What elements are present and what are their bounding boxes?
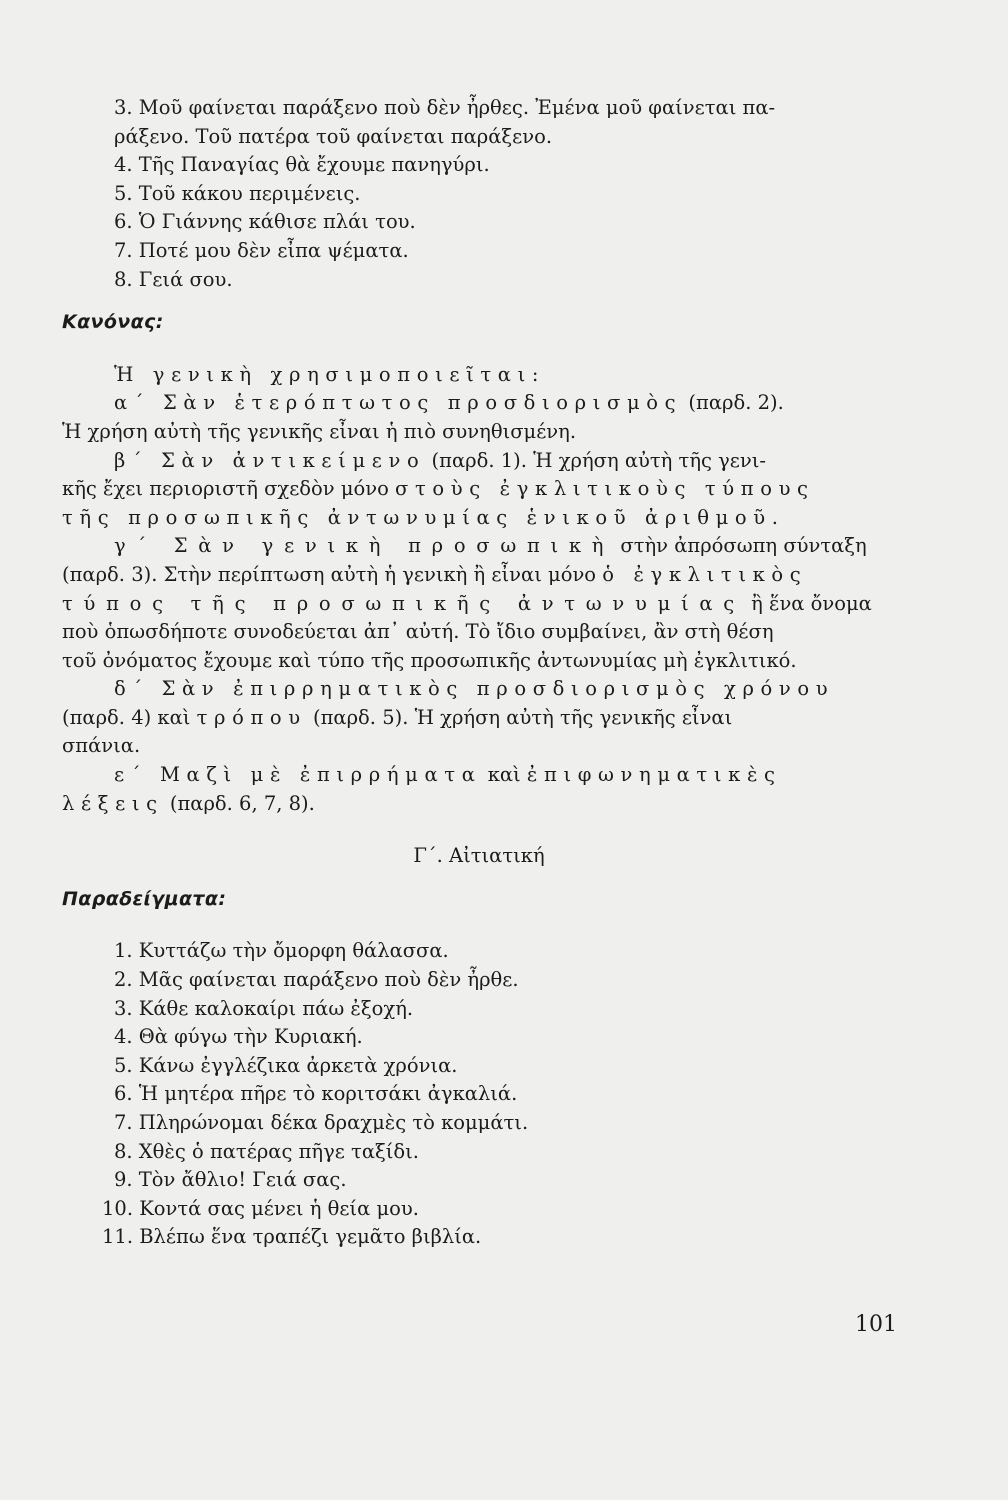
page-number: 101 [855, 1312, 897, 1337]
rule-a-term: α΄ Σὰν ἑτερόπτωτος προσδιορισμὸς [114, 391, 683, 415]
rule-b-line-2: κῆς ἔχει περιοριστῆ σχεδὸν μόνο στοὺς ἐγκλιτικοὺς τύπους [62, 477, 815, 501]
rule-c-line-4: ποὺ ὁπωσδήποτε συνοδεύεται ἀπ᾿ αὐτή. Τὸ ἴδιο συμβαίνει, ἂν στὴ θέση [62, 620, 774, 644]
list-item: 10. Κοντά σας μένει ἡ θεία μου. [102, 1196, 419, 1220]
rule-d-line-3: σπάνια. [62, 734, 141, 758]
rule-b-line-1 [62, 447, 896, 476]
rule-d-line-2: (παρδ. 4) καὶ τρόπου (παρδ. 5). Ἡ χρήση αὐτὴ τῆς γενικῆς εἶναι [62, 705, 733, 729]
list-item: 9. Τὸν ἄθλιο! Γειά σας. [114, 1168, 347, 1192]
rule-e-term: ε΄ Μαζὶ μὲ ἐπιρρήματα [114, 763, 482, 787]
rule-d-line-1: δ΄ Σὰν ἐπιρρηματικὸς προσδιορισμὸς χρόνου [114, 677, 835, 701]
examples-list-accusative [62, 937, 896, 1252]
list-item: 5. Τοῦ κάκου περιμένεις. [114, 181, 361, 205]
list-item: 7. Ποτέ μου δὲν εἶπα ψέματα. [114, 238, 409, 262]
list-item: 3. Κάθε καλοκαίρι πάω ἐξοχή. [114, 996, 414, 1020]
list-item: 6. Ἡ μητέρα πῆρε τὸ κοριτσάκι ἀγκαλιά. [114, 1082, 518, 1106]
rule-b-ref: (παρδ. 1). Ἡ χρήση αὐτὴ τῆς γενι- [425, 448, 766, 472]
rule-b-line-3: τῆς προσωπικῆς ἀντωνυμίας ἑνικοῦ ἀριθμοῦ. [62, 505, 785, 529]
rule-c-emphasis: ὁ ἐγκλιτικὸς [602, 562, 808, 586]
list-item: 8. Γειά σου. [114, 267, 233, 291]
rule-c-emphasis-2: τύπος τῆς προσωπικῆς ἀντωνυμίας [62, 591, 745, 615]
rule-a-line-2: Ἡ χρήση αὐτὴ τῆς γενικῆς εἶναι ἡ πιὸ συνηθισμένη. [62, 419, 577, 443]
rule-a-line-1 [62, 389, 896, 418]
rule-c-line-3: τύπος τῆς προσωπικῆς ἀντωνυμίας ἢ ἕνα ὄνομα [62, 591, 872, 615]
list-item: 11. Βλέπω ἕνα τραπέζι γεμᾶτο βιβλία. [102, 1225, 482, 1249]
section-title: Γ΄. Αἰτιατική [413, 844, 545, 868]
rule-b-emphasis: στοὺς ἐγκλιτικοὺς τύπους [395, 477, 815, 501]
rule-b-term: β΄ Σὰν ἀντικείμενο [114, 448, 426, 472]
list-item: 3. Μοῦ φαίνεται παράξενο ποὺ δὲν ἦρθες. Ἐμένα μοῦ φαίνεται πα- [114, 96, 776, 119]
rule-e-term-2: ἐπιφωνηματικὲς [526, 763, 782, 787]
list-item: ράξενο. Τοῦ πατέρα τοῦ φαίνεται παράξενο. [114, 124, 553, 148]
rule-c-line-2: (παρδ. 3). Στὴν περίπτωση αὐτὴ ἡ γενικὴ ἢ εἶναι μόνο ὁ ἐγκλιτικὸς [62, 562, 808, 586]
list-item: 6. Ὁ Γιάννης κάθισε πλάι του. [114, 210, 416, 234]
list-item: 8. Χθὲς ὁ πατέρας πῆγε ταξίδι. [114, 1139, 419, 1163]
rules-heading: Κανόνας: [62, 311, 164, 334]
rule-a-ref: (παρδ. 2). [682, 391, 784, 415]
list-item: 5. Κάνω ἐγγλέζικα ἀρκετὰ χρόνια. [114, 1053, 458, 1077]
page-body [62, 94, 896, 1252]
rule-e-line-2: λέξεις (παρδ. 6, 7, 8). [62, 791, 315, 815]
list-item: 2. Μᾶς φαίνεται παράξενο ποὺ δὲν ἦρθε. [114, 968, 519, 992]
list-item: 4. Θὰ φύγω τὴν Κυριακή. [114, 1025, 363, 1049]
list-item: 4. Τῆς Παναγίας θὰ ἔχουμε πανηγύρι. [114, 153, 490, 177]
rule-c-term: γ΄ Σὰν γενικὴ προσωπικὴ [114, 534, 615, 558]
rule-c-line-5: τοῦ ὀνόματος ἔχουμε καὶ τύπο τῆς προσωπικῆς ἀντωνυμίας μὴ ἐγκλιτικό. [62, 648, 797, 672]
list-item: 1. Κυττάζω τὴν ὄμορφη θάλασσα. [114, 939, 449, 963]
rules-intro: Ἡ γενικὴ χρησιμοποιεῖται: [114, 362, 546, 386]
examples-heading: Παραδείγματα: [62, 887, 227, 910]
rule-d-emphasis: τρόπου [196, 705, 307, 729]
list-item: 7. Πληρώνομαι δέκα δραχμὲς τὸ κομμάτι. [114, 1111, 529, 1134]
examples-list-genitive [62, 94, 896, 294]
rule-e-line-1: ε΄ Μαζὶ μὲ ἐπιρρήματα καὶ ἐπιφωνηματικὲς [114, 763, 782, 787]
rule-c-line-1: γ΄ Σὰν γενικὴ προσωπικὴ στὴν ἀπρόσωπη σύνταξη [114, 534, 867, 558]
